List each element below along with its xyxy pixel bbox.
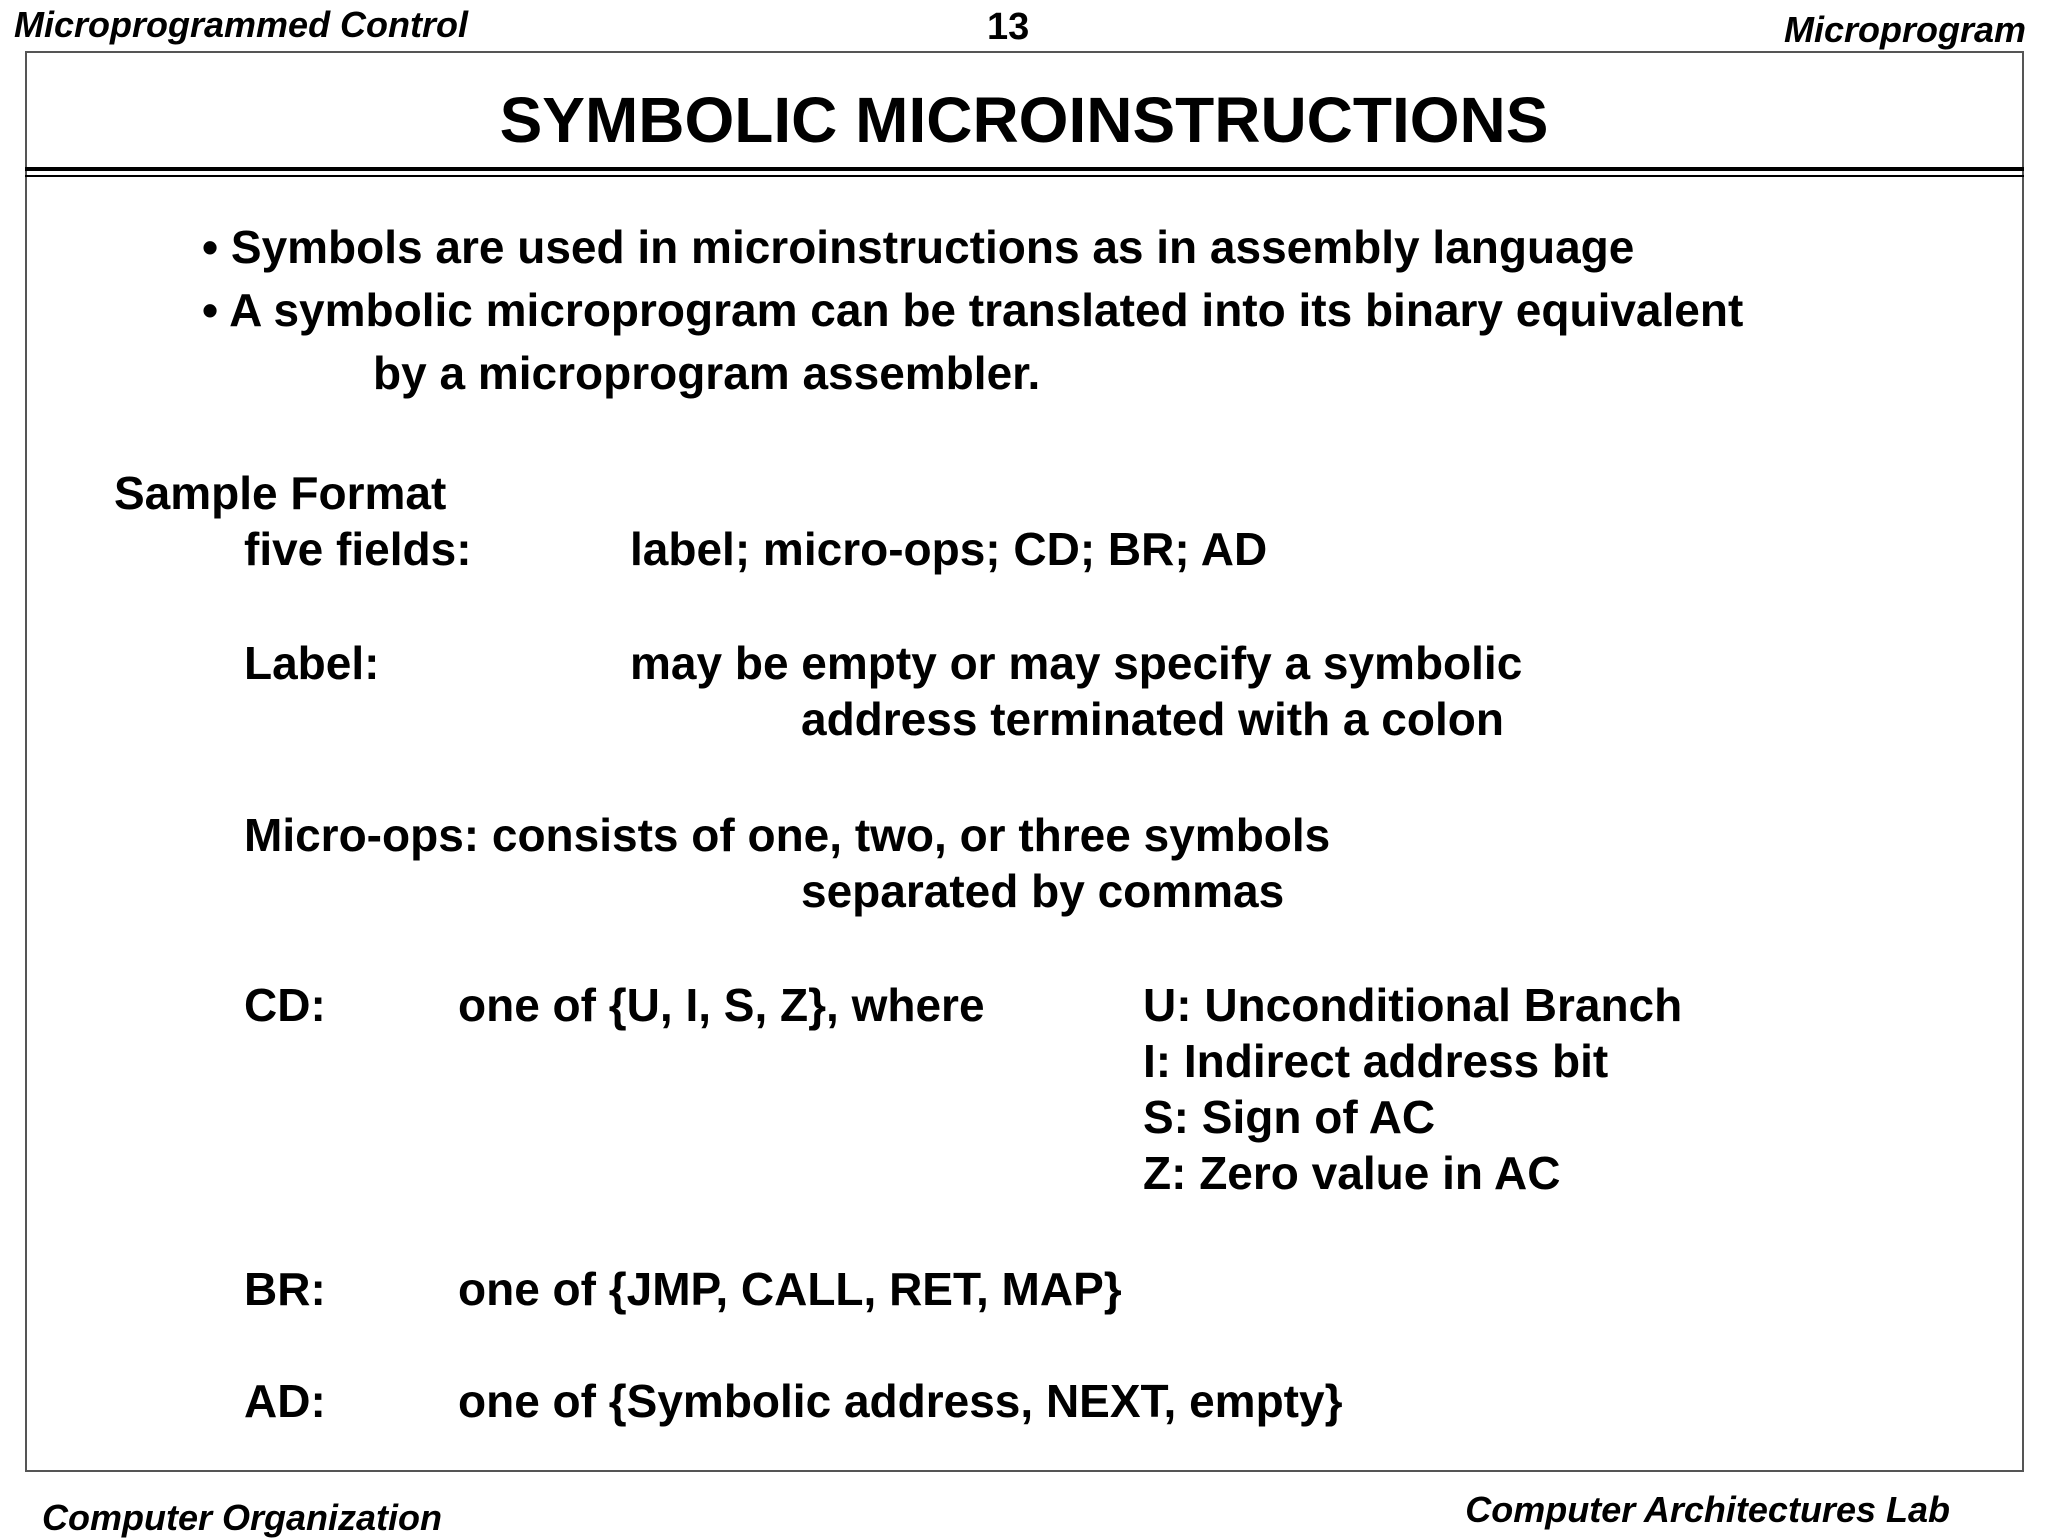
label-field-label: Label:	[244, 637, 380, 689]
page-number: 13	[987, 6, 1030, 48]
cd-value: one of {U, I, S, Z}, where	[458, 979, 985, 1031]
ad-value: one of {Symbolic address, NEXT, empty}	[458, 1375, 1343, 1427]
header-right: Microprogram	[1783, 9, 2026, 50]
five-fields-label: five fields:	[244, 523, 472, 575]
label-field-value-1: may be empty or may specify a symbolic	[630, 637, 1523, 689]
bullet-2: • A symbolic microprogram can be translated into its binary equivalent	[202, 284, 1744, 336]
footer-right: Computer Architectures Lab	[1465, 1489, 1950, 1530]
microops-line-1: Micro-ops: consists of one, two, or three symbols	[244, 809, 1331, 861]
cd-item-u: U: Unconditional Branch	[1143, 979, 1683, 1031]
cd-item-i: I: Indirect address bit	[1143, 1035, 1609, 1087]
cd-item-s: S: Sign of AC	[1143, 1091, 1436, 1143]
footer-left: Computer Organization	[42, 1497, 443, 1538]
ad-label: AD:	[244, 1375, 326, 1427]
sample-format-heading: Sample Format	[114, 467, 447, 519]
br-label: BR:	[244, 1263, 326, 1315]
cd-item-z: Z: Zero value in AC	[1143, 1147, 1561, 1199]
microops-line-2: separated by commas	[801, 865, 1285, 917]
label-field-value-2: address terminated with a colon	[801, 693, 1504, 745]
title-rule-thin	[25, 175, 2024, 177]
bullet-1: • Symbols are used in microinstructions as in assembly language	[202, 221, 1635, 273]
slide-title: SYMBOLIC MICROINSTRUCTIONS	[499, 84, 1549, 156]
br-value: one of {JMP, CALL, RET, MAP}	[458, 1263, 1122, 1315]
bullet-2-continuation: by a microprogram assembler.	[373, 347, 1041, 399]
header-left: Microprogrammed Control	[14, 4, 469, 45]
cd-label: CD:	[244, 979, 326, 1031]
title-rule-thick	[25, 167, 2024, 171]
five-fields-value: label; micro-ops; CD; BR; AD	[630, 523, 1268, 575]
